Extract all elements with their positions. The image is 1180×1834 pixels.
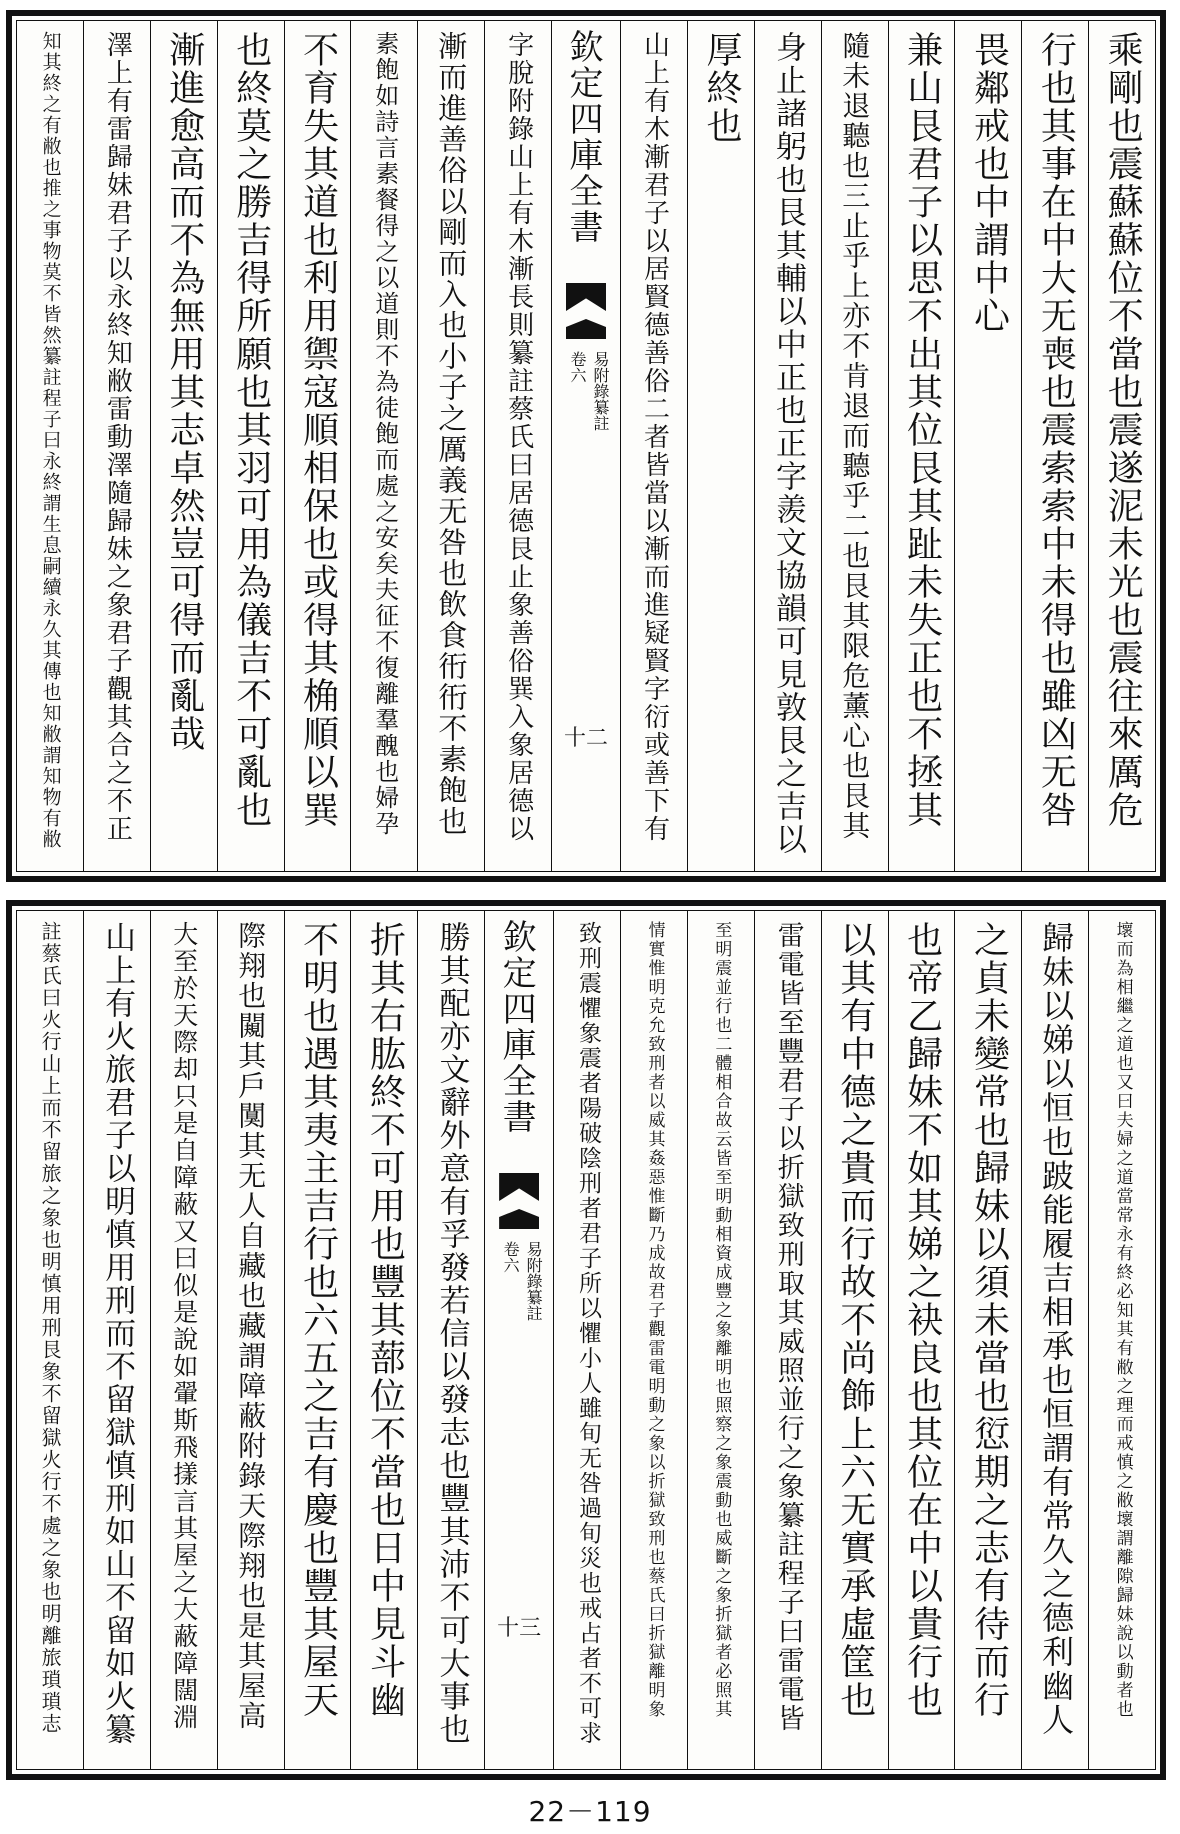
column-text: 雷電皆至豐君子以折獄致刑取其威照並行之象纂註程子曰雷電皆 <box>772 921 804 1733</box>
fishtail-mark-lower-icon <box>499 1209 539 1229</box>
text-column <box>217 21 284 871</box>
column-text: 山上有火旅君子以明慎用刑而不留獄慎刑如山不留如火纂 <box>99 921 136 1746</box>
text-column <box>350 911 417 1769</box>
text-column <box>754 21 821 871</box>
volume-label: 卷六 <box>501 1241 521 1273</box>
column-text: 隨未退聽也三止乎上亦不肯退而聽乎二也艮其限危薰心也艮其 <box>838 31 872 841</box>
column-text: 註蔡氏曰火行山上而不留旅之象也明慎用刑艮象不留獄火行不處之象也明離旅瑣瑣志 <box>38 921 63 1735</box>
column-text: 勝其配亦文辭外意有孚發若信以發志也豐其沛不可大事也 <box>433 921 470 1746</box>
text-column <box>284 21 351 871</box>
collection-title: 欽定四庫全書 <box>563 29 603 245</box>
text-column <box>620 911 687 1769</box>
column-text: 壞而為相繼之道也又曰夫婦之道當常永有終必知其有敝之理而戒慎之敝壞謂離隙歸妹說以動者也 <box>1112 921 1133 1719</box>
text-column <box>888 21 955 871</box>
folio-number: 十三 <box>497 1616 542 1641</box>
column-text: 也終莫之勝吉得所願也其羽可用為儀吉不可亂也 <box>230 31 272 829</box>
text-column <box>417 911 484 1769</box>
bottom-page-frame <box>16 910 1156 1770</box>
text-column <box>954 21 1021 871</box>
column-text: 不育失其道也利用禦寇順相保也或得其桷順以巽 <box>297 31 339 829</box>
column-text: 身止諸躬也艮其輔以中正也正字羨文協韻可見敦艮之吉以 <box>770 31 807 856</box>
page-footer-number: 22－119 <box>528 1795 652 1828</box>
fishtail-mark-icon <box>499 1173 539 1201</box>
text-column <box>1088 21 1155 871</box>
column-text: 以其有中德之貴而行故不尚飾上六无實承虛筐也 <box>834 921 876 1719</box>
text-column <box>821 21 888 871</box>
text-column <box>217 911 284 1769</box>
text-column <box>17 21 83 871</box>
column-text: 畏鄰戒也中謂中心 <box>968 31 1010 335</box>
column-text: 兼山艮君子以思不出其位艮其趾未失正也不拯其 <box>901 31 943 829</box>
fishtail-mark-lower-icon <box>566 319 606 339</box>
text-column <box>1021 21 1088 871</box>
text-column <box>484 21 551 871</box>
text-column <box>150 21 217 871</box>
column-text: 漸而進善俗以剛而入也小子之厲義无咎也飲食衎衎不素飽也 <box>434 31 469 837</box>
text-column <box>888 911 955 1769</box>
text-column <box>954 911 1021 1769</box>
text-column <box>17 911 83 1769</box>
column-text: 澤上有雷歸妹君子以永終知敝雷動澤隨歸妹之象君子觀其合之不正 <box>102 31 133 843</box>
column-text: 知其終之有敝也推之事物莫不皆然纂註程子曰永終謂生息嗣續永久其傳也知敝謂知物有敝 <box>39 31 62 850</box>
column-text: 歸妹以娣以恒也跛能履吉相承也恒謂有常久之德利幽人 <box>1037 921 1076 1737</box>
column-text: 情實惟明克允致刑者以威其姦惡惟斷乃成故君子觀雷電明動之象以折獄致刑也蔡氏曰折獄離明象 <box>644 921 665 1719</box>
center-fold-column <box>551 21 620 871</box>
text-column <box>417 21 484 871</box>
center-fold-column <box>484 911 553 1769</box>
column-text: 厚終也 <box>700 31 742 145</box>
collection-title: 欽定四庫全書 <box>496 919 537 1135</box>
column-text: 山上有木漸君子以居賢德善俗二者皆當以漸而進疑賢字衍或善下有 <box>639 31 670 843</box>
column-text: 行也其事在中大无喪也震索索中未得也雖凶无咎 <box>1035 31 1077 829</box>
text-column <box>284 911 351 1769</box>
column-text: 不明也遇其夷主吉行也六五之吉有慶也豐其屋天 <box>297 921 339 1719</box>
column-text: 際翔也闚其戶闃其无人自藏也藏謂障蔽附錄天際翔也是其屋高 <box>234 921 268 1731</box>
folio-number: 十二 <box>563 726 608 751</box>
column-text: 也帝乙歸妹不如其娣之袂良也其位在中以貴行也 <box>901 921 943 1719</box>
top-page-frame <box>16 20 1156 872</box>
column-text: 大至於天際却只是自障蔽又曰似是說如翬斯飛㨾言其屋之大蔽障闊淵 <box>169 921 199 1731</box>
text-column <box>687 21 754 871</box>
top-page <box>6 10 1166 882</box>
text-column <box>150 911 217 1769</box>
text-column <box>350 21 417 871</box>
column-text: 之貞未變常也歸妹以須未當也愆期之志有待而行 <box>968 921 1010 1719</box>
column-text: 漸進愈高而不為無用其志卓然豈可得而亂哉 <box>163 31 205 753</box>
book-title: 易附錄纂註 <box>524 1241 544 1321</box>
column-text: 字脫附錄山上有木漸長則纂註蔡氏曰居德艮止象善俗巽入象居德以 <box>503 31 534 843</box>
text-column <box>620 21 687 871</box>
column-text: 乘剛也震蘇蘇位不當也震遂泥未光也震往來厲危 <box>1102 31 1144 829</box>
text-column <box>553 911 620 1769</box>
book-title: 易附錄纂註 <box>591 351 610 431</box>
volume-label: 卷六 <box>568 351 587 383</box>
column-text: 致刑震懼象震者陽破陰刑者君子所以懼小人雖旬无咎過旬災也戒占者不可求 <box>574 921 601 1746</box>
text-column <box>821 911 888 1769</box>
fishtail-mark-icon <box>566 283 606 311</box>
bottom-page <box>6 900 1166 1780</box>
text-column <box>754 911 821 1769</box>
top-page-columns <box>17 21 1155 871</box>
column-text: 素飽如詩言素餐得之以道則不為徒飽而處之安矣夫征不復離羣醜也婦孕 <box>370 31 399 837</box>
text-column <box>687 911 754 1769</box>
column-text: 折其右肱終不可用也豐其蔀位不當也日中見斗幽 <box>364 921 406 1719</box>
bottom-page-columns <box>17 911 1155 1769</box>
text-column <box>83 911 150 1769</box>
text-column <box>1088 911 1155 1769</box>
text-column <box>83 21 150 871</box>
text-column <box>1021 911 1088 1769</box>
column-text: 至明震並行也二體相合故云皆至明動相資成豐之象離明也照察之象震動也威斷之象折獄者必照其 <box>711 921 732 1719</box>
